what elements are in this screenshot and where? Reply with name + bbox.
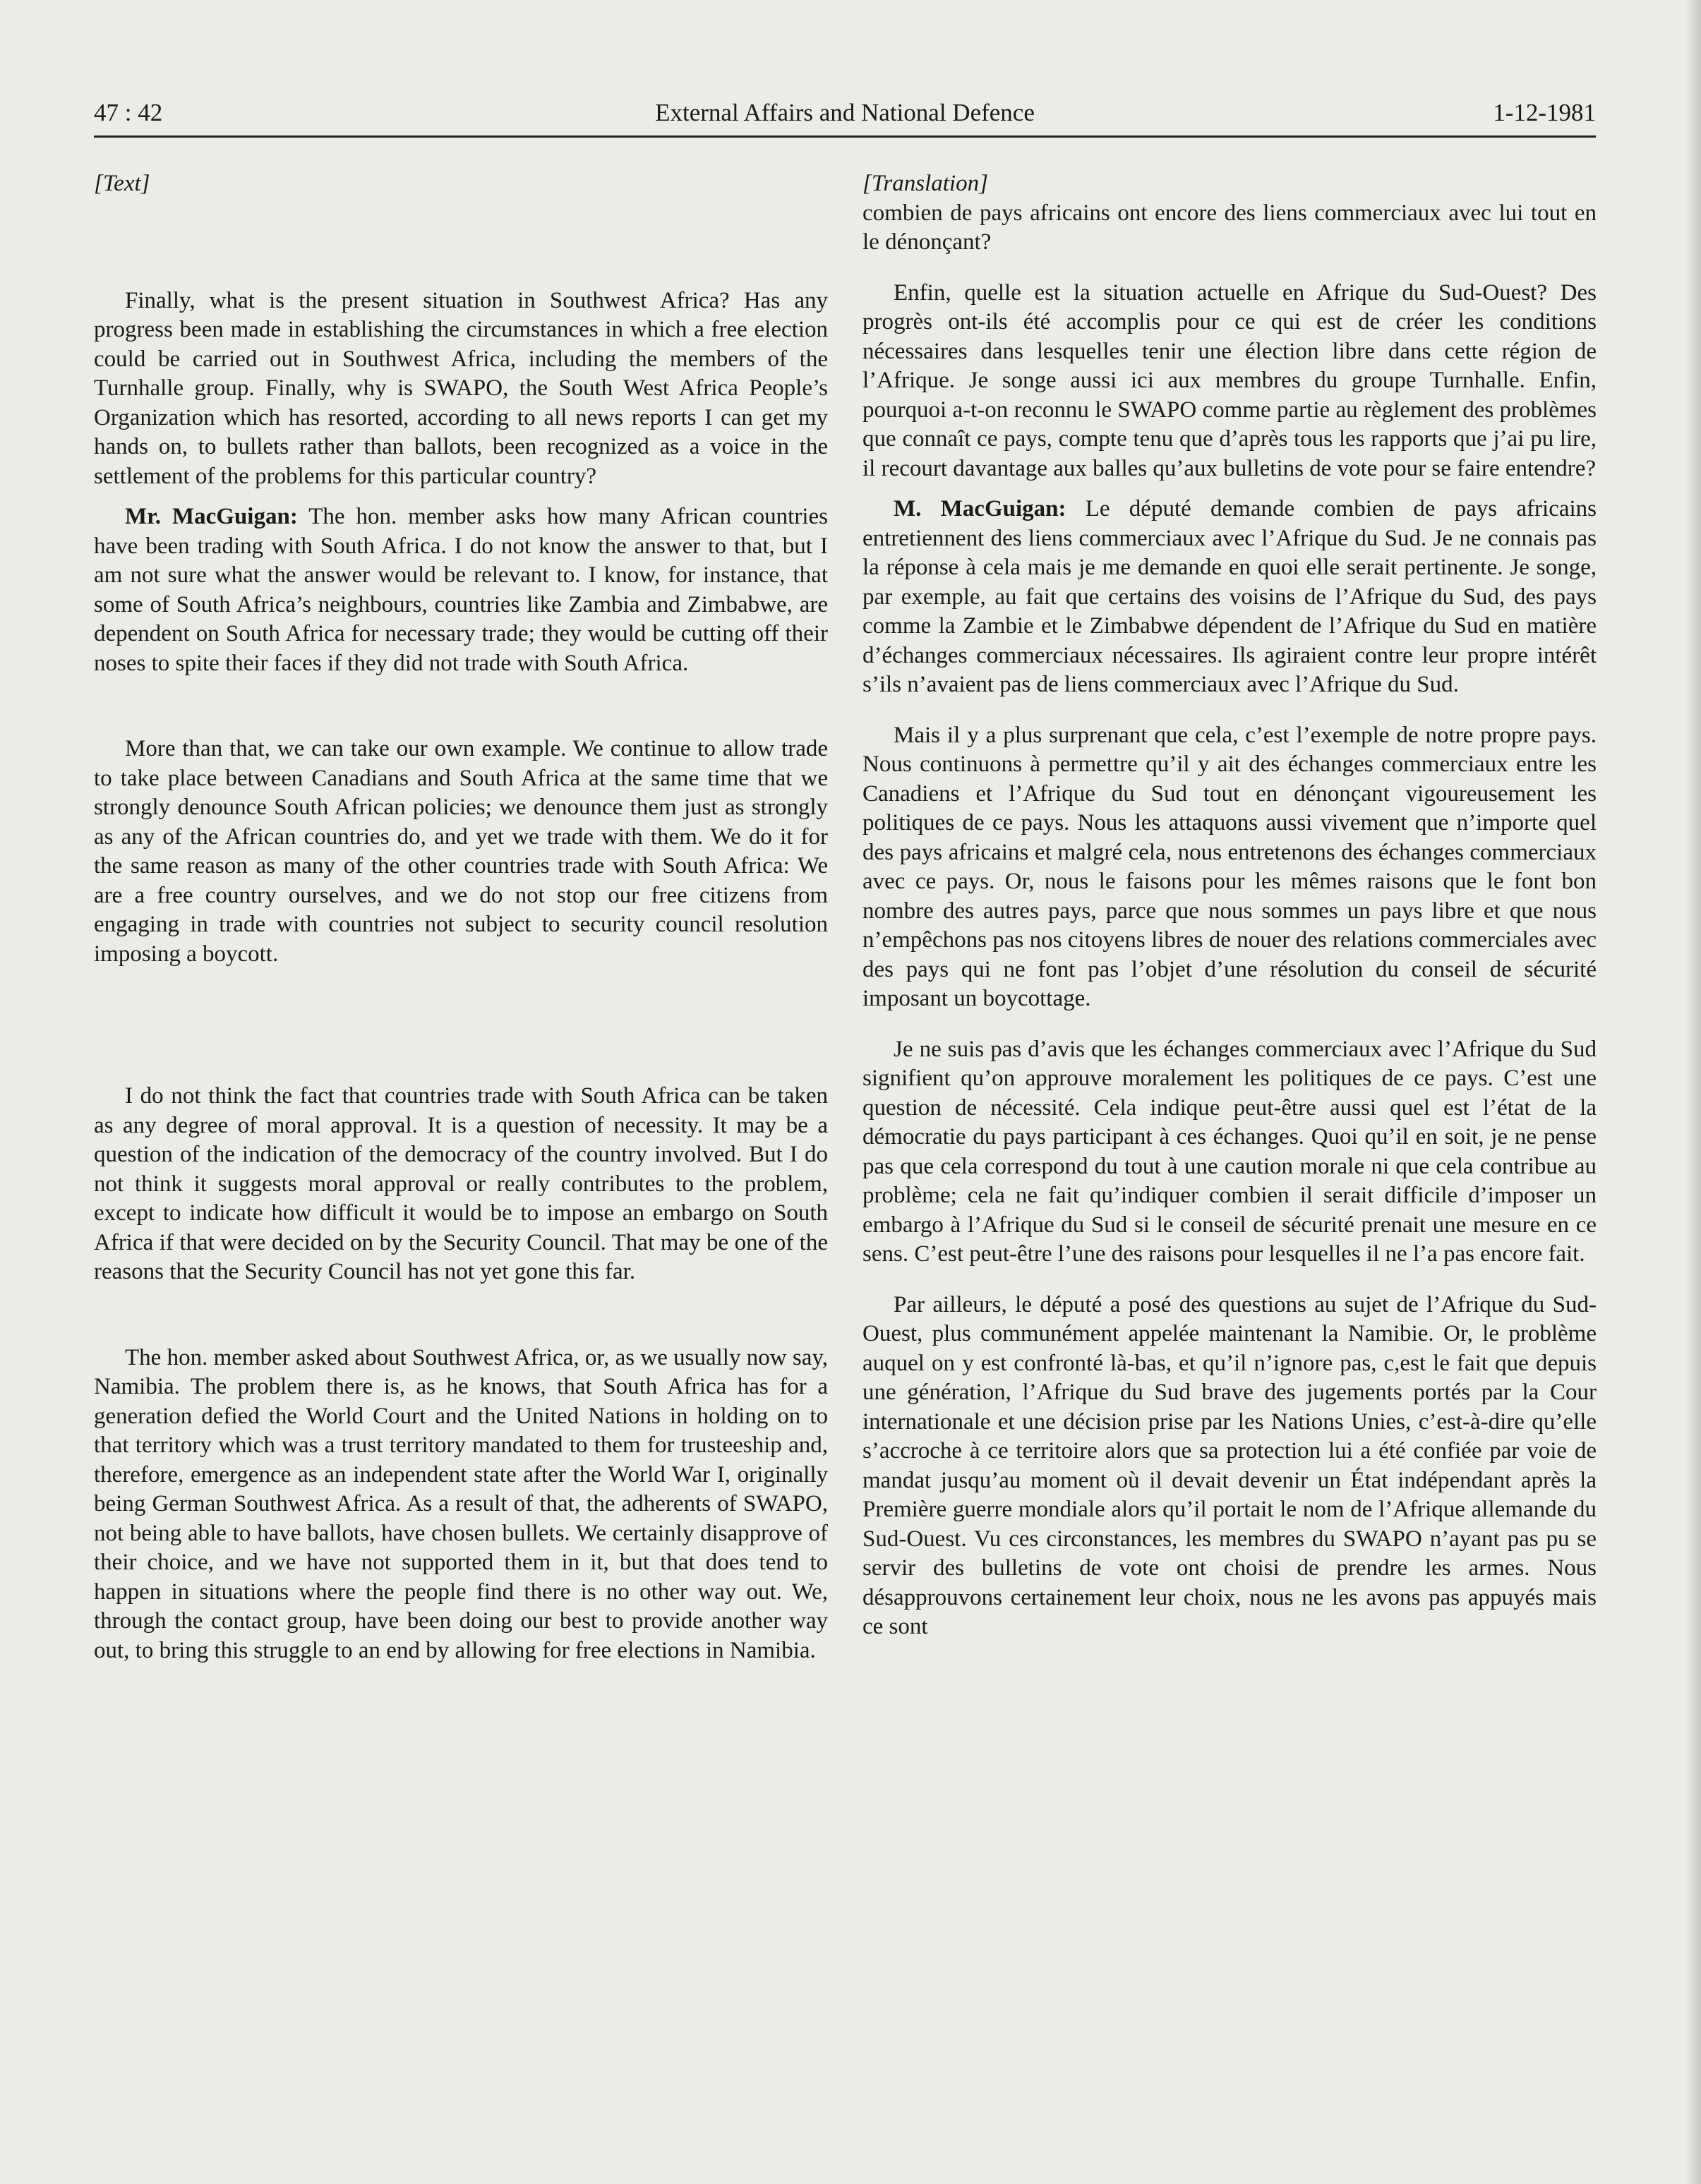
paragraph-sud-ouest-question: Enfin, quelle est la situation actuelle en Afrique du Sud-Ouest? Des progrès ont-ils été accomplis pour ce qui est de créer les conditions nécessaires dans lesquelles tenir une élection libre dans cette région de l’Afrique. Je songe aussi ici aux membres du groupe Turnhalle. Enfin, pourquoi a-t-on reconnu le SWAPO comme partie au règlement des problèmes que connaît ce pays, compte tenu que d’après tous les rapports que j’ai pu lire, il recourt davantage aux balles qu’aux bulletins de vote pour se faire entendre? bbox=[862, 279, 1597, 481]
paragraph-continuation: combien de pays africains ont encore des liens commerciaux avec lui tout en le dénonçant? bbox=[862, 200, 1597, 255]
paragraph-body: The hon. member asks how many African countries have been trading with South Africa. I do not know the answer to that, but I am not sure what the answer would be relevant to. I know, for instance, that some of South Africa’s neighbours, countries like Zambia and Zimbabwe, are dependent on South Africa for necessary trade; they would be cutting off their noses to spite their faces if they did not trade with South Africa. bbox=[94, 504, 828, 676]
paragraph-macguigan-commerce bbox=[862, 495, 1597, 700]
french-column bbox=[862, 169, 1597, 1642]
header-title: External Affairs and National Defence bbox=[655, 99, 1035, 126]
header-date: 1-12-1981 bbox=[1493, 99, 1596, 126]
page-number: 47 : 42 bbox=[94, 99, 163, 126]
paragraph-southwest-question: Finally, what is the present situation in Southwest Africa? Has any progress been made in establishing the circumstances in which a free election could be carried out in Southwest Africa, including the members of the Turnhalle group. Finally, why is SWAPO, the South West Africa People’s Organization which has resorted, according to all news reports I can get my hands on, to bullets rather than ballots, been recognized as a voice in the settlement of the problems for this particular country? bbox=[94, 287, 828, 489]
scan-edge-shadow bbox=[1685, 0, 1701, 2184]
speaker-name: M. MacGuigan: bbox=[894, 496, 1066, 521]
paragraph-namibie: Par ailleurs, le député a posé des questions au sujet de l’Afrique du Sud-Ouest, plus communément appelée maintenant la Namibie. Or, le problème auquel on y est confronté là-bas, et qu’il n’ignore pas, c,est le fait que depuis une génération, l’Afrique du Sud brave des jugements portés par la Cour internationale et une décision prise par les Nations Unies, c’est-à-dire qu’elle s’accroche à ce territoire alors que sa protection lui a été confiée par voie de mandat jusqu’au moment où il devait devenir un État indépendant après la Première guerre mondiale alors qu’il portait le nom de l’Afrique allemande du Sud-Ouest. Vu ces circonstances, les membres du SWAPO n’ayant pas pu se servir des bulletins de vote ont choisi de prendre les armes. Nous désapprouvons certainement leur choix, nous ne les avons pas appuyés mais ce sont bbox=[862, 1291, 1597, 1639]
paragraph-macguigan-trade bbox=[94, 502, 828, 678]
language-label-text: [Text] bbox=[94, 171, 150, 196]
speaker-name: Mr. MacGuigan: bbox=[125, 504, 298, 529]
paragraph-own-example: More than that, we can take our own example. We continue to allow trade to take place between Canadians and South Africa at the same time that we strongly denounce South African policies; we denounce them just as strongly as any of the African countries do, and yet we trade with them. We do it for the same reason as many of the other countries trade with South Africa: We are a free country ourselves, and we do not stop our free citizens from engaging in trade with countries not subject to security council resolution imposing a boycott. bbox=[94, 736, 828, 967]
running-header bbox=[94, 99, 1596, 138]
translation-label: [Translation] bbox=[862, 171, 988, 196]
paragraph-propre-pays: Mais il y a plus surprenant que cela, c’est l’exemple de notre propre pays. Nous continuons à permettre qu’il y ait des échanges commerciaux entre les Canadiens et l’Afrique du Sud tout en dénonçant vigoureusement les politiques de ce pays. Nous les attaquons aussi vivement que n’importe quel des pays africains et malgré cela, nous entretenons des échanges commerciaux avec ce pays. Or, nous le faisons pour les mêmes raisons que le font bon nombre des autres pays, parce que nous sommes un pays libre et que nous n’empêchons pas nos citoyens libres de nouer des relations commerciales avec des pays qui ne font pas l’objet d’une résolution du conseil de sécurité imposant un boycottage. bbox=[862, 722, 1597, 1011]
paragraph-body: Le député demande combien de pays africains entretiennent des liens commerciaux avec l’Afrique du Sud. Je ne connais pas la réponse à cela mais je me demande en quoi elle serait pertinente. Je songe, par exemple, au fait que certains des voisins de l’Afrique du Sud, des pays comme la Zambie et le Zimbabwe dépendent de l’Afrique du Sud en matière d’échanges commerciaux nécessaires. Ils agiraient contre leur propre intérêt s’ils n’avaient pas de liens commerciaux avec l’Afrique du Sud. bbox=[862, 496, 1597, 697]
paragraph-namibia: The hon. member asked about Southwest Africa, or, as we usually now say, Namibia. The problem there is, as he knows, that South Africa has for a generation defied the World Court and the United Nations in holding on to that territory which was a trust territory mandated to them for trusteeship and, therefore, emergence as an independent state after the World War I, originally being German Southwest Africa. As a result of that, the adherents of SWAPO, not being able to have ballots, have chosen bullets. We certainly disapprove of their choice, and we have not supported them in it, but that does tend to happen in situations where the people find there is no other way out. We, through the contact group, have been doing our best to provide another way out, to bring this struggle to an end by allowing for free elections in Namibia. bbox=[94, 1344, 828, 1663]
paragraph-moral-approval: I do not think the fact that countries trade with South Africa can be taken as any degree of moral approval. It is a question of necessity. It may be a question of the indication of the democracy of the country involved. But I do not think it suggests moral approval or really contributes to the problem, except to indicate how difficult it would be to impose an embargo on South Africa if that were decided on by the Security Council. That may be one of the reasons that the Security Council has not yet gone this far. bbox=[94, 1083, 828, 1284]
paragraph-caution-morale: Je ne suis pas d’avis que les échanges commerciaux avec l’Afrique du Sud signifient qu’on approuve moralement les politiques de ce pays. C’est une question de nécessité. Cela indique peut-être aussi quel est l’état de la démocratie du pays participant à ces échanges. Quoi qu’il en soit, je ne pense pas que cela correspond du tout à une caution morale ni que cela contribue au problème; cela ne fait qu’indiquer combien il serait difficile d’imposer un embargo à l’Afrique du Sud si le conseil de sécurité prenait une mesure en ce sens. C’est peut-être l’une des raisons pour lesquelles il ne l’a pas encore fait. bbox=[862, 1036, 1597, 1267]
english-column bbox=[94, 169, 828, 1665]
